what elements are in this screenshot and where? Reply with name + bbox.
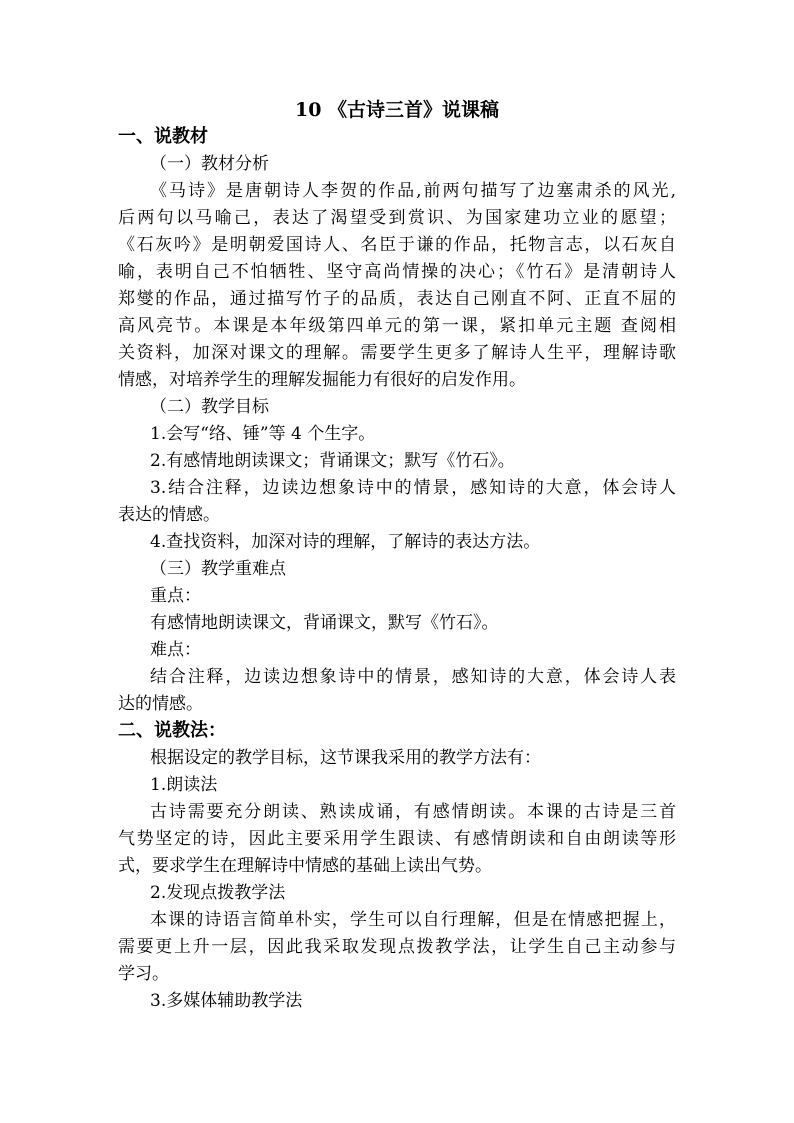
method-title: 1.朗读法 xyxy=(150,775,218,795)
section-heading-methods: 二、说教法： xyxy=(118,720,226,741)
document-title: 10 《古诗三首》说课稿 xyxy=(294,99,500,121)
method-title: 3.多媒体辅助教学法 xyxy=(150,991,303,1011)
paragraph-line: 本课的诗语言简单朴实，学生可以自行理解，但是在情感把握上， xyxy=(150,910,676,930)
goal-item-continuation: 表达的情感。 xyxy=(118,505,220,525)
goal-item: 3.结合注释，边读边想象诗中的情景，感知诗的大意，体会诗人 xyxy=(150,478,676,498)
section-heading-textbook: 一、说教材 xyxy=(118,126,208,147)
paragraph-line: 气势坚定的诗，因此主要采用学生跟读、有感情朗读和自由朗读等形 xyxy=(118,829,676,849)
paragraph-line: 《石灰吟》是明朝爱国诗人、名臣于谦的作品，托物言志，以石灰自 xyxy=(118,235,676,255)
paragraph-line: 《马诗》是唐朝诗人李贺的作品,前两句描写了边塞肃杀的风光, xyxy=(150,181,676,201)
method-title: 2.发现点拨教学法 xyxy=(150,883,286,903)
method-intro: 根据设定的教学目标，这节课我采用的教学方法有： xyxy=(150,748,541,768)
goal-item: 2.有感情地朗读课文；背诵课文；默写《竹石》。 xyxy=(150,451,515,471)
paragraph-line: 郑燮的作品，通过描写竹子的品质，表达自己刚直不阿、正直不屈的 xyxy=(118,289,676,309)
paragraph-line: 式，要求学生在理解诗中情感的基础上读出气势。 xyxy=(118,856,492,876)
paragraph-line: 喻，表明自己不怕牺牲、坚守高尚情操的决心；《竹石》是清朝诗人 xyxy=(118,262,676,282)
paragraph-line: 情感，对培养学生的理解发掘能力有很好的启发作用。 xyxy=(118,370,526,390)
difficulty-text: 结合注释，边读边想象诗中的情景，感知诗的大意，体会诗人表 xyxy=(150,667,676,687)
key-point-text: 有感情地朗读课文，背诵课文，默写《竹石》。 xyxy=(150,613,499,633)
paragraph-line: 关资料，加深对课文的理解。需要学生更多了解诗人生平，理解诗歌 xyxy=(118,343,676,363)
key-point-label: 重点： xyxy=(150,586,201,606)
paragraph-line: 学习。 xyxy=(118,964,169,984)
difficulty-label: 难点： xyxy=(150,640,201,660)
paragraph-line: 后两句以马喻己，表达了渴望受到赏识、为国家建功立业的愿望； xyxy=(118,208,676,228)
paragraph-line: 古诗需要充分朗读、熟读成诵，有感情朗读。本课的古诗是三首 xyxy=(150,802,676,822)
difficulty-text-continuation: 达的情感。 xyxy=(118,694,203,714)
subheading-teaching-goals: （二）教学目标 xyxy=(150,397,269,417)
subheading-textbook-analysis: （一）教材分析 xyxy=(150,154,269,174)
paragraph-line: 需要更上升一层，因此我采取发现点拨教学法，让学生自己主动参与 xyxy=(118,937,676,957)
goal-item: 1.会写“络、锤”等 4 个生字。 xyxy=(150,424,376,444)
subheading-key-difficulties: （三）教学重难点 xyxy=(150,559,286,579)
paragraph-line: 高风亮节。本课是本年级第四单元的第一课，紧扣单元主题 查阅相 xyxy=(118,316,676,336)
goal-item: 4.查找资料，加深对诗的理解，了解诗的表达方法。 xyxy=(150,532,541,552)
